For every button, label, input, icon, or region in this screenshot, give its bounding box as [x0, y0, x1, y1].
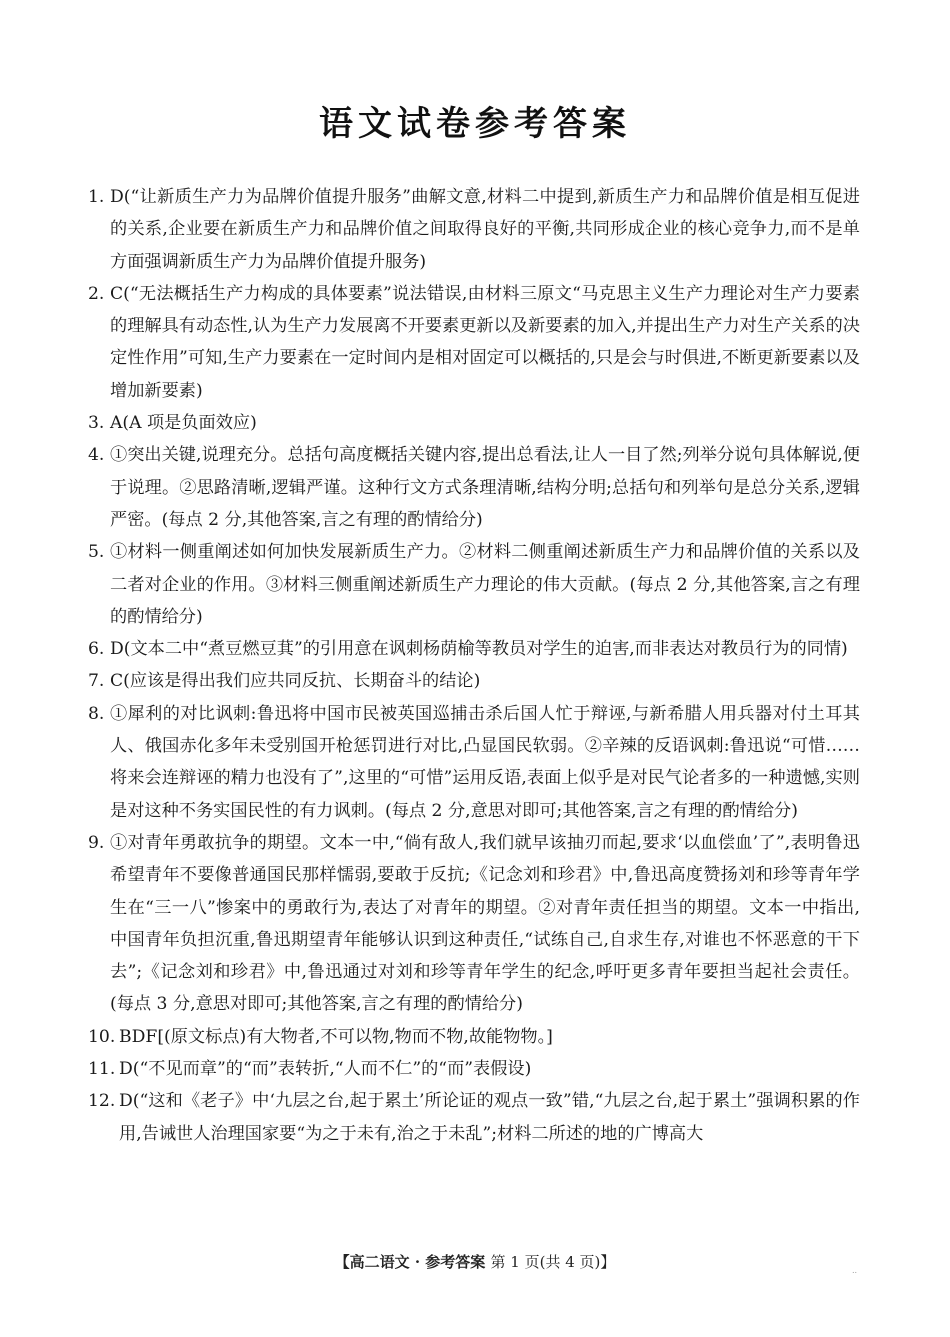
answer-text: A(A 项是负面效应) — [110, 413, 257, 434]
answer-text: ①对青年勇敢抗争的期望。文本一中,“倘有敌人,我们就早该抽刃而起,要求‘以血偿血’了”,表明鲁迅希望青年不要像普通国民那样懦弱,要敢于反抗;《记念刘和珍君》中,鲁迅高度赞扬刘和珍等青年学生在“三一八”惨案中的勇敢行为,表达了对青年的期望。②对青年责任担当的期望。文本一中指出,中国青年负担沉重,鲁迅期望青年能够认识到这种责任,“试练自己,自求生存,对谁也不怀恶意的干下去”;《记念刘和珍君》中,鲁迅通过对刘和珍等青年学生的纪念,呼吁更多青年要担当起社会责任。(每点 3 分,意思对即可;其他答案,言之有理的酌情给分) — [110, 832, 860, 1015]
answer-number: 6. — [88, 639, 105, 660]
answer-text: D(“不见而章”的“而”表转折,“人而不仁”的“而”表假设) — [119, 1059, 532, 1080]
answer-text: D(文本二中“煮豆燃豆萁”的引用意在讽刺杨荫榆等教员对学生的迫害,而非表达对教员行为的同情) — [110, 639, 848, 660]
answer-item-10 — [88, 1021, 860, 1053]
answer-list — [88, 181, 860, 1150]
answer-text: BDF[(原文标点)有大物者,不可以物,物而不物,故能物物。] — [119, 1026, 553, 1047]
answer-item-12 — [88, 1085, 860, 1150]
answer-text: ①突出关键,说理充分。总括句高度概括关键内容,提出总看法,让人一目了然;列举分说句具体解说,便于说理。②思路清晰,逻辑严谨。这种行文方式条理清晰,结构分明;总括句和列举句是总分关系,逻辑严密。(每点 2 分,其他答案,言之有理的酌情给分) — [110, 445, 860, 530]
answer-text: D(“这和《老子》中‘九层之台,起于累土’所论证的观点一致”错,“九层之台,起于累土”强调积累的作用,告诫世人治理国家要“为之于未有,治之于未乱”;材料二所述的地的广博高大 — [119, 1091, 860, 1144]
answer-number: 4. — [88, 445, 105, 466]
answer-item-2 — [88, 278, 860, 407]
footer-page-number: 第 1 页(共 4 页)】 — [490, 1253, 616, 1271]
answer-number: 8. — [88, 703, 105, 724]
answer-text: ①材料一侧重阐述如何加快发展新质生产力。②材料二侧重阐述新质生产力和品牌价值的关系以及二者对企业的作用。③材料三侧重阐述新质生产力理论的伟大贡献。(每点 2 分,其他答案,言之有理的酌情给分) — [110, 542, 860, 627]
answer-item-8 — [88, 698, 860, 827]
answer-item-3 — [88, 407, 860, 439]
answer-text: D(“让新质生产力为品牌价值提升服务”曲解文意,材料二中提到,新质生产力和品牌价值是相互促进的关系,企业要在新质生产力和品牌价值之间取得良好的平衡,共同形成企业的核心竞争力,而不是单方面强调新质生产力为品牌价值提升服务) — [110, 187, 860, 272]
answer-number: 11. — [88, 1059, 116, 1080]
answer-item-7 — [88, 665, 860, 697]
answer-number: 1. — [88, 187, 105, 207]
page-footer — [0, 1251, 950, 1272]
answer-item-9 — [88, 827, 860, 1021]
answer-item-1 — [88, 181, 860, 278]
answer-number: 10. — [88, 1026, 116, 1047]
answer-number: 5. — [88, 542, 105, 563]
footer-label: 【高二语文 · 参考答案 — [334, 1253, 486, 1271]
answer-text: C(“无法概括生产力构成的具体要素”说法错误,由材料三原文“马克思主义生产力理论对生产力要素的理解具有动态性,认为生产力发展离不开要素更新以及新要素的加入,并提出生产力对生产关系的决定性作用”可知,生产力要素在一定时间内是相对固定可以概括的,只是会与时俱进,不断更新要素以及增加新要素) — [110, 283, 860, 401]
answer-text: ①犀利的对比讽刺:鲁迅将中国市民被英国巡捕击杀后国人忙于辩诬,与新希腊人用兵器对付土耳其人、俄国赤化多年未受别国开枪惩罚进行对比,凸显国民软弱。②辛辣的反语讽刺:鲁迅说“可惜……将来会连辩诬的精力也没有了”,这里的“可惜”运用反语,表面上似乎是对民气论者多的一种遗憾,实则是对这种不务实国民性的有力讽刺。(每点 2 分,意思对即可;其他答案,言之有理的酌情给分) — [110, 703, 860, 821]
answer-number: 3. — [88, 413, 105, 434]
answer-item-11 — [88, 1053, 860, 1085]
answer-item-6 — [88, 633, 860, 665]
answer-text: C(应该是得出我们应共同反抗、长期奋斗的结论) — [110, 671, 481, 692]
answer-number: 12. — [88, 1091, 116, 1112]
answer-item-4 — [88, 439, 860, 536]
answer-number: 9. — [88, 832, 105, 853]
answer-number: 2. — [88, 283, 105, 304]
page-title: 语文试卷参考答案 — [319, 104, 631, 144]
answer-number: 7. — [88, 671, 105, 692]
corner-mark: .. — [852, 1266, 858, 1275]
answer-item-5 — [88, 536, 860, 633]
